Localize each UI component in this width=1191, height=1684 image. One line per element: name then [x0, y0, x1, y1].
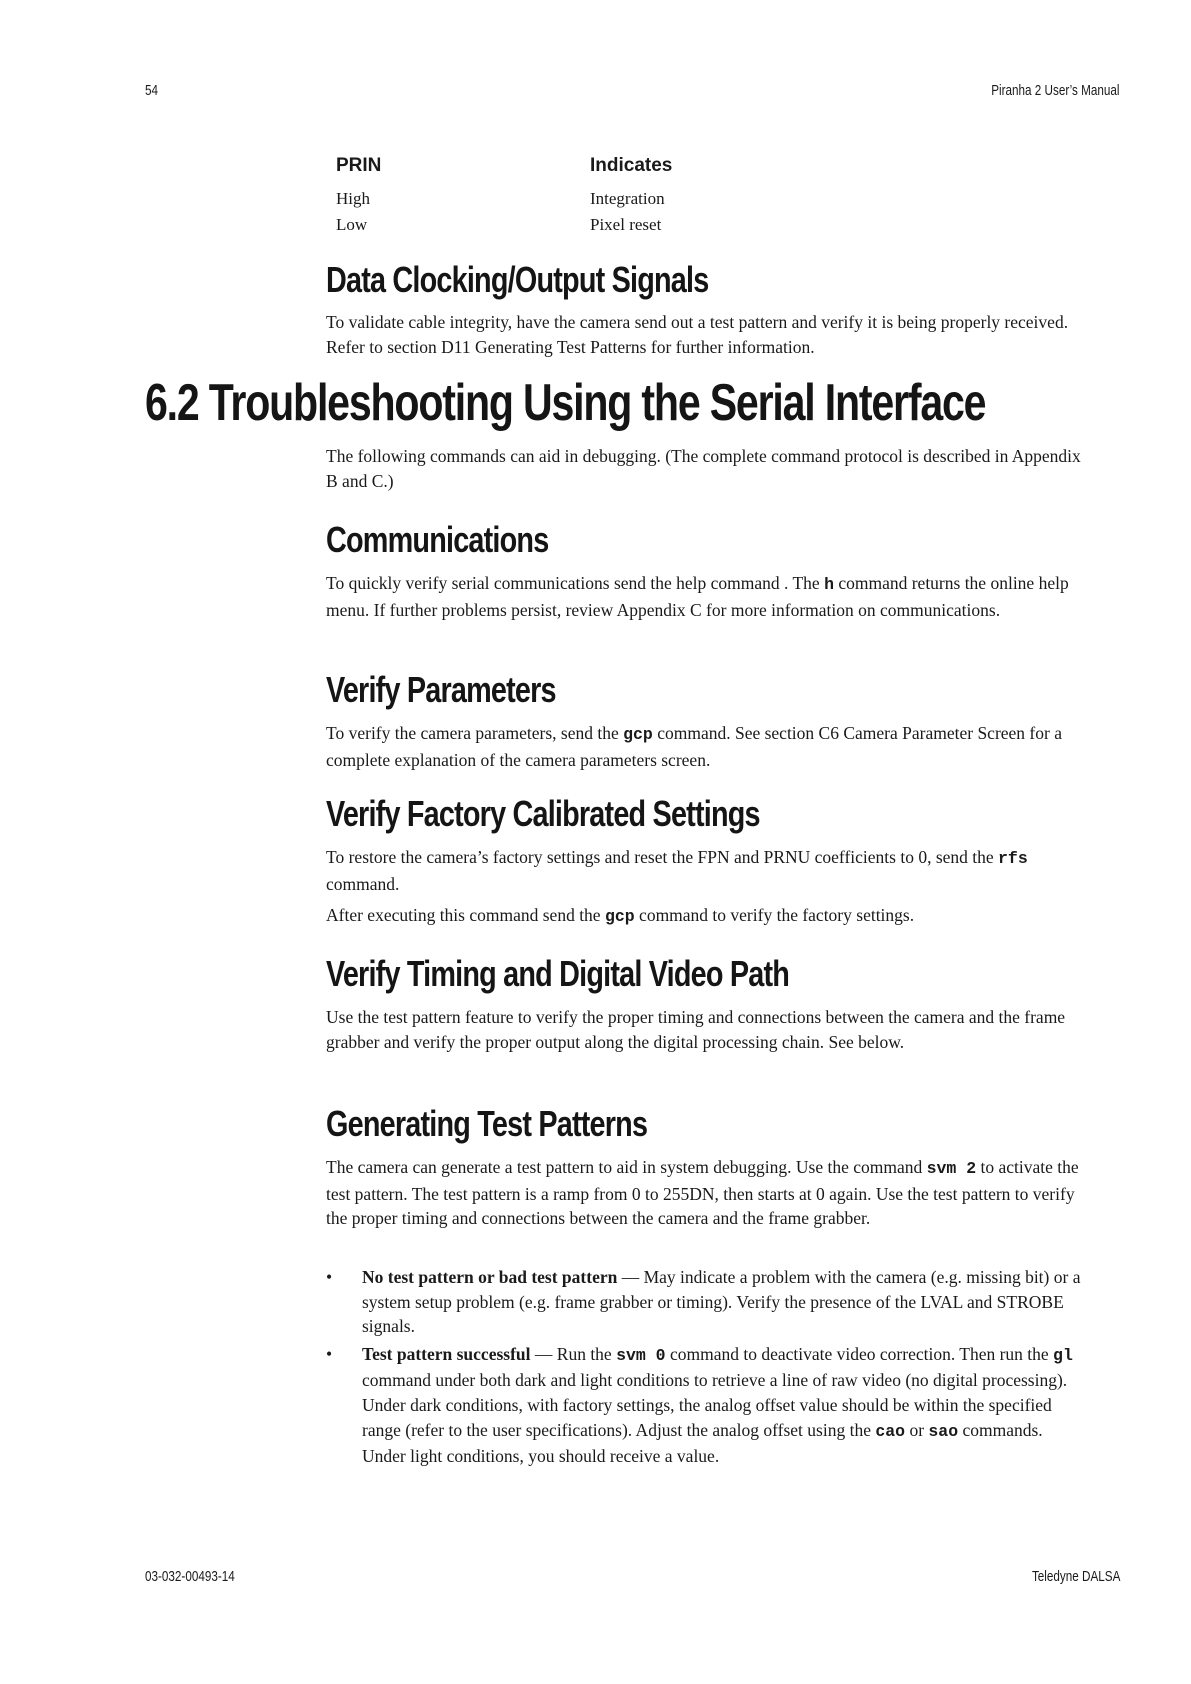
document-number: 03-032-00493-14: [145, 1568, 235, 1585]
command-gcp: gcp: [604, 907, 635, 926]
company-name: Teledyne DALSA: [1031, 1568, 1120, 1585]
column-header-indicates: Indicates: [590, 155, 673, 176]
command-svm-2: svm 2: [926, 1159, 977, 1178]
table-cell: Integration: [590, 189, 665, 208]
column-header-prin: PRIN: [336, 155, 382, 176]
list-item: • No test pattern or bad test pattern — May indicate a problem with the camera (e.g. missing bit) or a system setup problem (e.g. frame grabber or timing). Verify the presence of the LVAL and STROBE signals.: [326, 1267, 1081, 1337]
verify-timing-paragraph: Use the test pattern feature to verify the proper timing and connections between the camera and the frame grabber and verify the proper output along the digital processing chain. See below.: [326, 1007, 1066, 1052]
command-cao: cao: [875, 1421, 906, 1441]
heading-verify-factory-settings: Verify Factory Calibrated Settings: [326, 793, 760, 834]
prin-table: [336, 150, 672, 238]
verify-factory-paragraph-1: To restore the camera’s factory settings and reset the FPN and PRNU coefficients to 0, send the rfs command.: [326, 847, 1028, 894]
test-pattern-bullet-list: [326, 1265, 1086, 1472]
command-h: h: [824, 575, 834, 594]
heading-data-clocking: Data Clocking/Output Signals: [326, 259, 709, 300]
bullet-icon: •: [326, 1343, 333, 1364]
verify-factory-paragraph-2: After executing this command send the gcp command to verify the factory settings.: [326, 905, 915, 926]
table-cell: High: [336, 189, 370, 208]
section-title-troubleshooting: 6.2 Troubleshooting Using the Serial Interface: [145, 374, 986, 432]
page-number: 54: [145, 82, 159, 99]
list-item: • Test pattern successful — Run the svm 0 command to deactivate video correction. Then run the gl command under both dark and light conditions to retrieve a line of raw video (no digital processing). Under dark conditions, with factory settings, the analog offset value should be within the specified range (refer to the user specifications). Adjust the analog offset using the cao or sao commands. Under light conditions, you should receive a value.: [326, 1343, 1073, 1467]
manual-title: Piranha 2 User’s Manual: [991, 82, 1120, 99]
communications-paragraph: To quickly verify serial communications send the help command . The h command returns the online help menu. If further problems persist, review Appendix C for more information on communications.: [326, 573, 1069, 620]
heading-communications: Communications: [326, 519, 549, 560]
bullet-icon: •: [326, 1267, 333, 1287]
command-gcp: gcp: [623, 725, 653, 744]
heading-verify-parameters: Verify Parameters: [326, 669, 556, 710]
troubleshooting-intro-paragraph: The following commands can aid in debugging. (The complete command protocol is described in Appendix B and C.): [326, 446, 1081, 491]
generating-paragraph: The camera can generate a test pattern to aid in system debugging. Use the command svm 2 to activate the test pattern. The test pattern is a ramp from 0 to 255DN, then starts at 0 again. Use the test pattern to verify the proper timing and connections between the camera and the frame grabber.: [326, 1157, 1079, 1229]
command-gl: gl: [1053, 1345, 1073, 1365]
command-rfs: rfs: [998, 849, 1028, 868]
data-clocking-paragraph: To validate cable integrity, have the camera send out a test pattern and verify it is being properly received. Refer to section D11 Generating Test Patterns for further information.: [326, 312, 1069, 357]
table-cell: Pixel reset: [590, 215, 662, 234]
table-row: [336, 212, 672, 238]
table-row: [336, 186, 672, 212]
heading-verify-timing: Verify Timing and Digital Video Path: [326, 953, 790, 994]
command-sao: sao: [928, 1421, 959, 1441]
table-cell: Low: [336, 215, 368, 234]
heading-generating-test-patterns: Generating Test Patterns: [326, 1103, 648, 1144]
table-header-row: [336, 150, 672, 186]
command-svm-0: svm 0: [616, 1345, 666, 1365]
verify-parameters-paragraph: To verify the camera parameters, send the gcp command. See section C6 Camera Parameter Screen for a complete explanation of the camera parameters screen.: [326, 723, 1062, 770]
